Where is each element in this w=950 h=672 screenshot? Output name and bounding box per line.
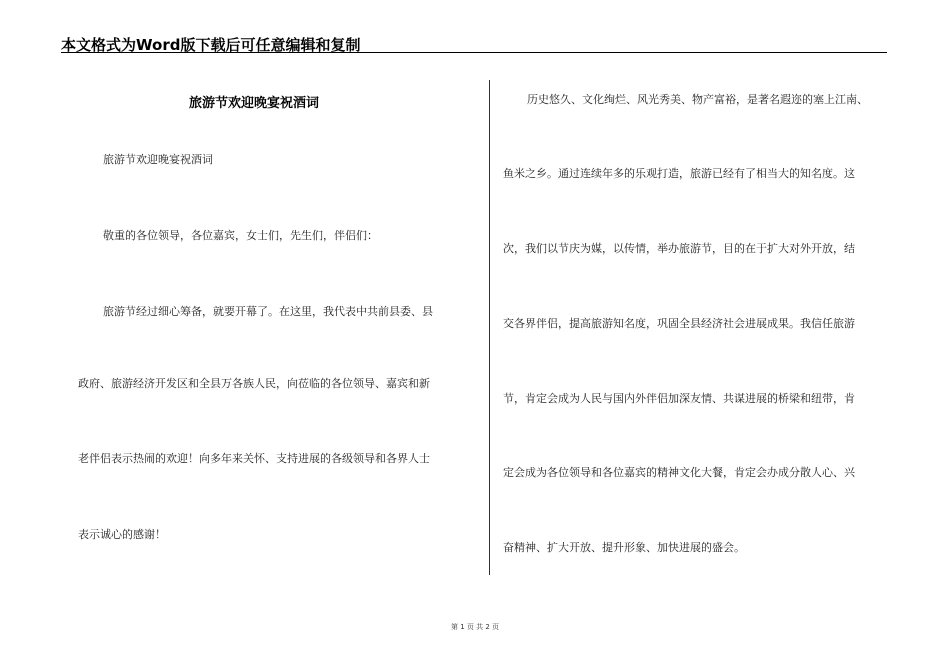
page-footer: 第 1 页 共 2 页: [450, 623, 500, 631]
right-line-5: 节，肯定会成为人民与国内外伴侣加深友情、共谋进展的桥梁和纽带，肯: [503, 392, 855, 405]
header-text: 本文格式为Word版下载后可任意编辑和复制: [61, 36, 361, 54]
right-line-7: 奋精神、扩大开放、提升形象、加快进展的盛会。: [503, 541, 745, 554]
right-line-2: 鱼米之乡。通过连续年多的乐观打造，旅游已经有了相当大的知名度。这: [503, 167, 855, 180]
left-line-6: 表示诚心的感谢！: [78, 528, 166, 541]
right-line-1: 历史悠久、文化绚烂、风光秀美、物产富裕，是著名遐迩的塞上江南、: [527, 93, 868, 106]
left-line-3: 旅游节经过细心筹备，就要开幕了。在这里，我代表中共前县委、县: [103, 305, 433, 318]
left-line-2: 敬重的各位领导，各位嘉宾，女士们，先生们，伴侣们：: [103, 229, 378, 242]
column-divider: [489, 80, 490, 575]
left-line-1: 旅游节欢迎晚宴祝酒词: [103, 153, 213, 166]
right-line-4: 交各界伴侣，提高旅游知名度，巩固全县经济社会进展成果。我信任旅游: [503, 317, 855, 330]
right-line-3: 次，我们以节庆为媒，以传情，举办旅游节，目的在于扩大对外开放，结: [503, 242, 855, 255]
right-line-6: 定会成为各位领导和各位嘉宾的精神文化大餐，肯定会办成分散人心、兴: [503, 466, 855, 479]
left-line-4: 政府、旅游经济开发区和全县万各族人民，向莅临的各位领导、嘉宾和新: [78, 377, 430, 390]
header-divider: [61, 52, 887, 53]
left-line-5: 老伴侣表示热闹的欢迎！向多年来关怀、支持进展的各级领导和各界人士: [78, 452, 430, 465]
document-title: 旅游节欢迎晚宴祝酒词: [189, 96, 320, 111]
